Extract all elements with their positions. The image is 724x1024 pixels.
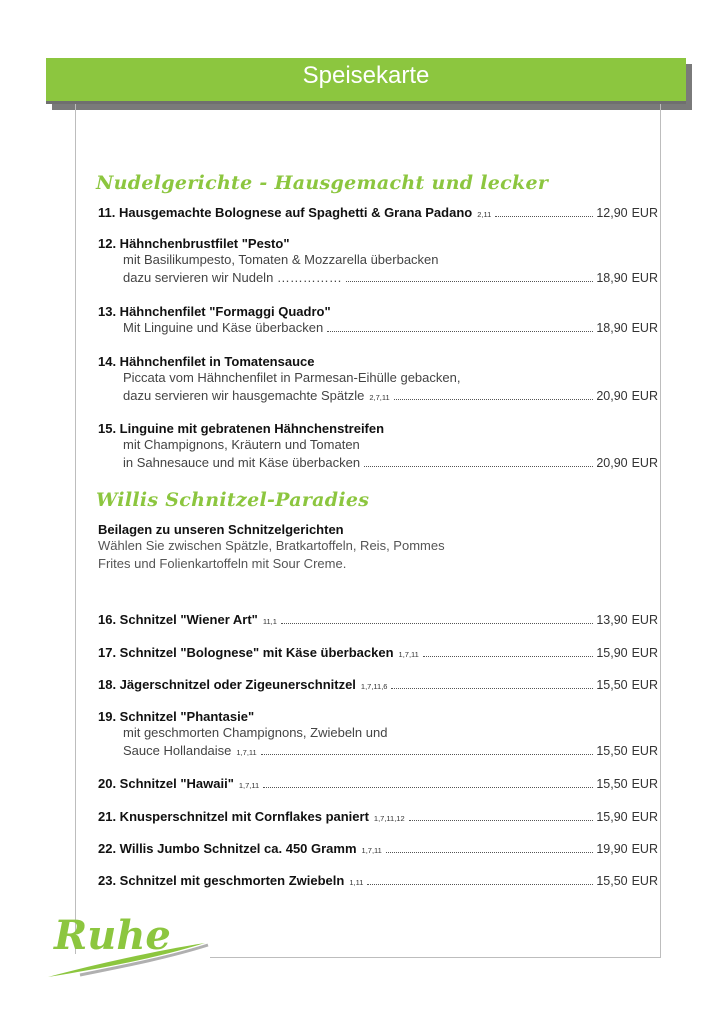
page-title: Speisekarte — [302, 62, 430, 89]
leader-dots — [261, 754, 594, 755]
leader-dots — [423, 656, 593, 657]
header-bar — [46, 58, 686, 104]
menu-item-14 — [98, 354, 658, 407]
item-price: 13,90 EUR — [596, 613, 658, 627]
allergen-codes: 1,7,11,6 — [360, 682, 388, 691]
schnitzel-intro — [98, 522, 658, 573]
menu-item-19 — [98, 709, 658, 762]
leader-dots — [495, 216, 593, 217]
item-title: 22. Willis Jumbo Schnitzel ca. 450 Gramm — [98, 841, 357, 856]
allergen-codes: 1,7,11 — [238, 781, 260, 790]
item-title: 15. Linguine mit gebratenen Hähnchenstreifen — [98, 421, 385, 436]
allergen-codes: 2,7,11 — [369, 393, 390, 402]
item-title: 18. Jägerschnitzel oder Zigeunerschnitzel — [98, 677, 356, 692]
item-price: 15,90 EUR — [596, 810, 658, 824]
allergen-codes: 2,11 — [477, 210, 492, 219]
menu-item-18 — [98, 677, 658, 692]
frame-right-line — [660, 104, 661, 958]
logo-text: Ruhe — [54, 912, 171, 959]
item-description: dazu servieren wir Nudeln …………… — [123, 270, 342, 285]
leader-dots — [364, 466, 593, 467]
allergen-codes: 1,7,11 — [361, 846, 382, 855]
item-description: Sauce Hollandaise — [123, 743, 232, 758]
item-price: 15,50 EUR — [596, 777, 658, 791]
allergen-codes: 1,7,11,12 — [373, 814, 405, 823]
item-price: 18,90 EUR — [596, 271, 658, 285]
allergen-codes: 1,7,11 — [236, 748, 257, 757]
leader-dots — [327, 331, 593, 332]
item-title: 14. Hähnchenfilet in Tomatensauce — [98, 354, 315, 369]
item-description: in Sahnesauce und mit Käse überbacken — [123, 455, 361, 470]
item-price: 15,50 EUR — [596, 678, 658, 692]
frame-bottom-line — [210, 957, 661, 958]
item-price: 20,90 EUR — [596, 389, 658, 403]
allergen-codes: 11,1 — [262, 617, 277, 626]
item-description: dazu servieren wir hausgemachte Spätzle — [123, 388, 365, 403]
menu-item-20 — [98, 776, 658, 791]
menu-item-17 — [98, 645, 658, 660]
item-price: 15,50 EUR — [596, 744, 658, 758]
allergen-codes: 1,7,11 — [398, 650, 419, 659]
item-price: 19,90 EUR — [596, 842, 658, 856]
leader-dots — [409, 820, 594, 821]
item-price: 20,90 EUR — [596, 456, 658, 470]
item-price: 18,90 EUR — [596, 321, 658, 335]
item-price: 15,50 EUR — [596, 874, 658, 888]
allergen-codes: 1,11 — [349, 878, 364, 887]
menu-item-12 — [98, 236, 658, 287]
item-title: 12. Hähnchenbrustfilet "Pesto" — [98, 236, 290, 251]
ruhe-logo — [40, 905, 210, 985]
item-title: 21. Knusperschnitzel mit Cornflakes paniert — [98, 809, 369, 824]
frame-left-line — [75, 104, 76, 954]
leader-dots — [367, 884, 593, 885]
leader-dots — [263, 787, 593, 788]
intro-line: Frites und Folienkartoffeln mit Sour Creme. — [98, 556, 347, 571]
menu-item-16 — [98, 612, 658, 627]
item-description: Mit Linguine und Käse überbacken — [123, 320, 324, 335]
leader-dots — [281, 623, 593, 624]
item-description: mit geschmorten Champignons, Zwiebeln und — [123, 725, 388, 740]
leader-dots — [346, 281, 593, 282]
section-title-pasta: Nudelgerichte - Hausgemacht und lecker — [96, 172, 549, 194]
menu-item-11 — [98, 205, 658, 220]
item-title: 13. Hähnchenfilet "Formaggi Quadro" — [98, 304, 331, 319]
intro-line: Wählen Sie zwischen Spätzle, Bratkartoffeln, Reis, Pommes — [98, 538, 445, 553]
item-description: Piccata vom Hähnchenfilet in Parmesan-Eihülle gebacken, — [123, 370, 461, 385]
section-title-schnitzel: Willis Schnitzel-Paradies — [96, 489, 370, 511]
menu-item-22 — [98, 841, 658, 856]
leader-dots — [391, 688, 593, 689]
item-title: 11. Hausgemachte Bolognese auf Spaghetti & Grana Padano — [98, 205, 473, 220]
intro-title: Beilagen zu unseren Schnitzelgerichten — [98, 522, 344, 537]
item-title: 17. Schnitzel "Bolognese" mit Käse überbacken — [98, 645, 394, 660]
item-title: 23. Schnitzel mit geschmorten Zwiebeln — [98, 873, 345, 888]
menu-item-13 — [98, 304, 658, 337]
item-title: 20. Schnitzel "Hawaii" — [98, 776, 234, 791]
menu-item-15 — [98, 421, 658, 472]
item-description: mit Champignons, Kräutern und Tomaten — [123, 437, 360, 452]
leader-dots — [394, 399, 594, 400]
menu-item-23 — [98, 873, 658, 888]
item-price: 12,90 EUR — [596, 206, 658, 220]
item-description: mit Basilikumpesto, Tomaten & Mozzarella überbacken — [123, 252, 439, 267]
menu-item-21 — [98, 809, 658, 824]
item-price: 15,90 EUR — [596, 646, 658, 660]
item-title: 19. Schnitzel "Phantasie" — [98, 709, 255, 724]
leader-dots — [386, 852, 593, 853]
item-title: 16. Schnitzel "Wiener Art" — [98, 612, 258, 627]
